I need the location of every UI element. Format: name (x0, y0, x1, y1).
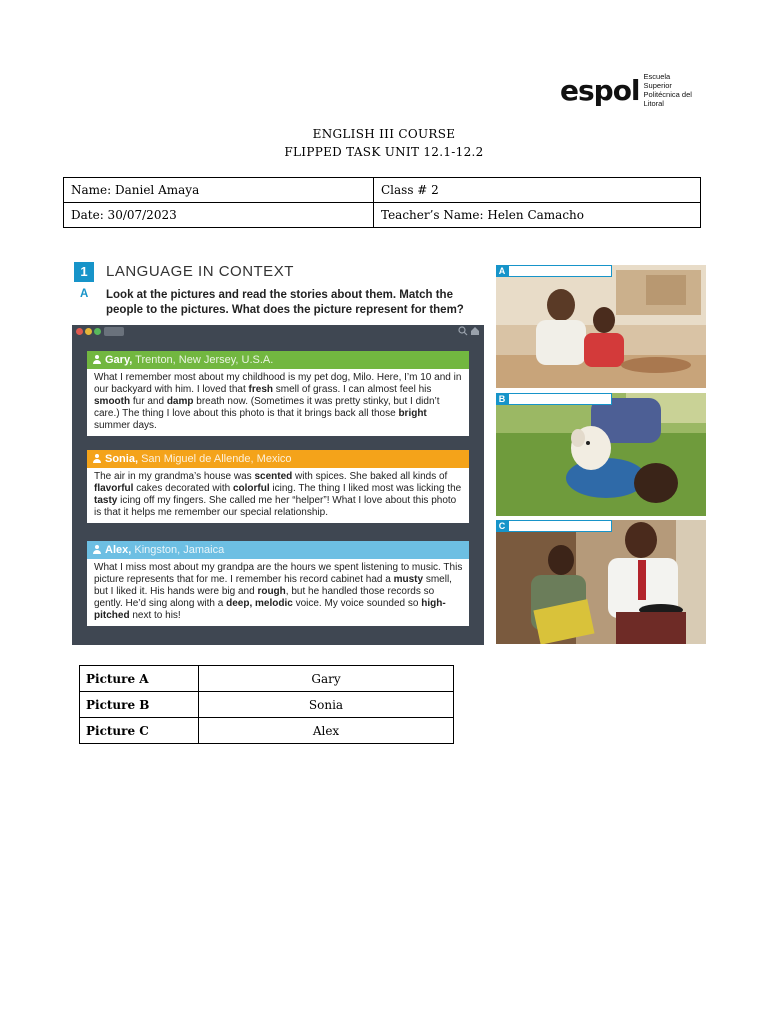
answer-picture: Picture B (80, 692, 199, 718)
boy-dog-grass-image (496, 393, 706, 516)
class-cell: Class # 2 (374, 178, 701, 203)
story-text: What I remember most about my childhood is my pet dog, Milo. Here, I’m 10 and in our backyard with him. I loved that (94, 372, 462, 395)
browser-bar (72, 325, 484, 338)
story-text: icing. The thing I liked most was licking the (269, 483, 462, 494)
kitchen-baking-image (496, 265, 706, 388)
exercise-instructions: Look at the pictures and read the stories about them. Match the people to the pictures. What does the picture represent for them? (106, 289, 464, 316)
picture-c-label: C (496, 520, 508, 532)
vocab-word: tasty (94, 495, 118, 506)
student-info-table (63, 177, 701, 228)
answer-person: Sonia (199, 692, 454, 718)
story-text-sonia (87, 468, 469, 523)
answer-row (80, 718, 454, 744)
vocab-word: fresh (248, 384, 273, 395)
logo-line-2: Politécnica del Litoral (643, 90, 692, 108)
vocab-word: rough (257, 586, 286, 597)
story-text: cakes decorated with (133, 483, 233, 494)
info-row (64, 203, 701, 228)
vocab-word: bright (398, 408, 427, 419)
story-header-sonia (87, 450, 469, 468)
picture-b-label: B (496, 393, 508, 405)
maximize-dot-icon (94, 328, 101, 335)
section-title: LANGUAGE IN CONTEXT (106, 263, 294, 280)
date-cell: Date: 30/07/2023 (64, 203, 374, 228)
url-bar (104, 327, 124, 336)
vocab-word: damp (166, 396, 194, 407)
picture-a-caption-box (508, 265, 612, 277)
story-name: Alex, (105, 544, 132, 556)
person-icon (93, 454, 101, 463)
picture-b (496, 393, 706, 516)
story-place: Kingston, Jamaica (134, 544, 225, 556)
person-icon (93, 355, 101, 364)
vocab-word: flavorful (94, 483, 134, 494)
vocab-word: colorful (232, 483, 270, 494)
close-dot-icon (76, 328, 83, 335)
textbook-panel (72, 255, 484, 645)
story-text: with spices. She baked all kinds of (292, 471, 448, 482)
story-text: voice. My voice sounded so (292, 598, 422, 609)
story-card-alex (87, 541, 469, 626)
logo-text (644, 72, 700, 108)
story-text: , but he handled those records so gently. He’d sing along with a (94, 586, 435, 609)
person-icon (93, 545, 101, 554)
answer-person: Gary (199, 666, 454, 692)
browser-toolbar-icons (458, 326, 480, 338)
story-place: Trenton, New Jersey, U.S.A. (135, 354, 274, 366)
document-title: ENGLISH III COURSE (312, 127, 456, 141)
story-text: icing off my fingers. She called me her “helper”! What I love about this photo is that it helps me remember our special relationship. (94, 495, 457, 518)
answer-picture: Picture A (80, 666, 199, 692)
answer-person: Alex (199, 718, 454, 744)
exercise-number-badge: 1 (74, 262, 94, 282)
vocab-word: smooth (94, 396, 131, 407)
answer-picture: Picture C (80, 718, 199, 744)
espol-logo (560, 68, 700, 112)
teacher-cell: Teacher’s Name: Helen Camacho (374, 203, 701, 228)
vocab-word: scented (254, 471, 293, 482)
story-header-alex (87, 541, 469, 559)
vocab-word: deep, melodic (226, 598, 293, 609)
student-name-cell: Name: Daniel Amaya (64, 178, 374, 203)
vocab-word: musty (393, 574, 424, 585)
story-text: The air in my grandma’s house was (94, 471, 255, 482)
story-text: next to his! (129, 610, 181, 621)
picture-c-caption-box (508, 520, 612, 532)
story-text-gary (87, 369, 469, 436)
info-row (64, 178, 701, 203)
logo-mark: espol (560, 73, 640, 107)
story-text: smell of grass. I can almost feel his (272, 384, 432, 395)
minimize-dot-icon (85, 328, 92, 335)
search-home-icon (458, 326, 480, 336)
grandpa-records-image (496, 520, 706, 644)
answer-table (79, 665, 454, 744)
picture-b-caption-box (508, 393, 612, 405)
logo-line-1: Escuela Superior (643, 72, 672, 90)
picture-a (496, 265, 706, 388)
answer-row (80, 666, 454, 692)
story-name: Sonia, (105, 453, 139, 465)
story-text: fur and (130, 396, 167, 407)
answer-row (80, 692, 454, 718)
picture-c (496, 520, 706, 644)
story-card-sonia (87, 450, 469, 523)
vocab-word: high-pitched (94, 598, 446, 621)
story-name: Gary, (105, 354, 133, 366)
picture-a-label: A (496, 265, 508, 277)
story-text: What I miss most about my grandpa are the hours we spent listening to music. This picture represents that for me. I remember his record cabinet had a (94, 562, 463, 585)
document-header (0, 125, 768, 161)
browser-frame (72, 325, 484, 645)
story-header-gary (87, 351, 469, 369)
document-subtitle: FLIPPED TASK UNIT 12.1-12.2 (284, 145, 484, 159)
story-text: smell, but I liked it. His hands were big and (94, 574, 452, 597)
story-text: breath now. (Sometimes it was pretty stinky, but I didn’t care.) The thing I love about this photo is that it brings back all those (94, 396, 440, 419)
exercise-letter: A (80, 288, 89, 300)
story-text: summer days. (94, 420, 157, 431)
story-card-gary (87, 351, 469, 436)
story-place: San Miguel de Allende, Mexico (141, 453, 292, 465)
story-text-alex (87, 559, 469, 626)
